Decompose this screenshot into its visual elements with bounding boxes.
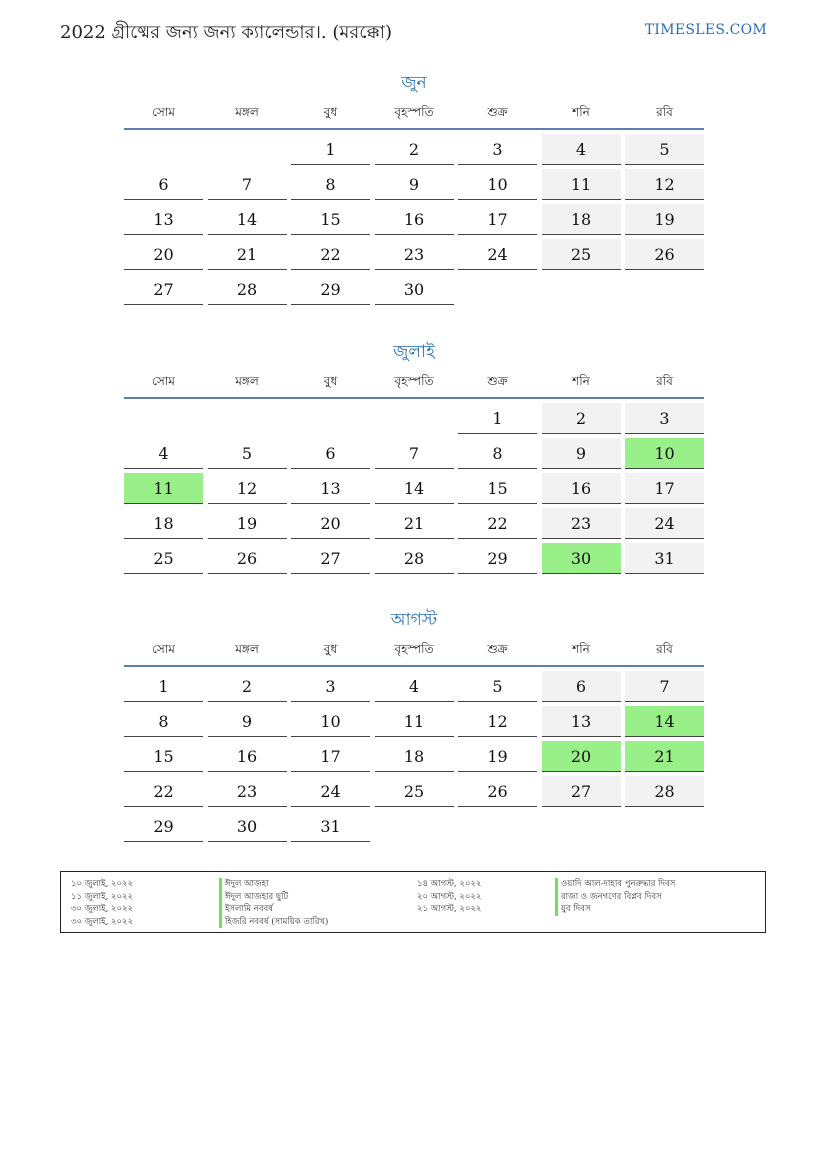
- day-cell: 4: [542, 134, 621, 165]
- day-cell: 25: [124, 543, 203, 574]
- day-cell: 17: [291, 741, 370, 772]
- month-august: [124, 607, 704, 842]
- day-cell: 7: [208, 169, 287, 200]
- weekday-header: [124, 641, 704, 667]
- day-cell: 21: [208, 239, 287, 270]
- day-cell: 12: [625, 169, 704, 200]
- day-cell: 25: [375, 776, 454, 807]
- day-cell: 28: [208, 274, 287, 305]
- weekday-label: শনি: [572, 642, 590, 656]
- day-cell: 17: [458, 204, 537, 235]
- day-cell: 11: [375, 706, 454, 737]
- weekday-label: মঙ্গল: [235, 642, 259, 656]
- day-cell: 29: [291, 274, 370, 305]
- weekday-label: শনি: [572, 374, 590, 388]
- day-cell: 22: [291, 239, 370, 270]
- day-cell: 7: [375, 438, 454, 469]
- day-cell: 12: [458, 706, 537, 737]
- day-cell: 2: [375, 134, 454, 165]
- legend-holiday-name: রাজা ও জনগণের বিপ্লব দিবস: [555, 891, 675, 904]
- day-grid: [124, 134, 704, 305]
- month-title: জুলাই: [393, 342, 435, 362]
- holiday-day-cell: 21: [625, 741, 704, 772]
- day-cell: 3: [625, 403, 704, 434]
- legend-holiday-name: ওয়াদি আল-দাহাব পুনরুদ্ধার দিবস: [555, 878, 675, 891]
- weekday-label: শুক্র: [487, 105, 508, 119]
- weekday-label: মঙ্গল: [235, 105, 259, 119]
- weekday-label: শনি: [572, 105, 590, 119]
- day-cell: 4: [124, 438, 203, 469]
- day-cell: 6: [124, 169, 203, 200]
- day-cell: 23: [375, 239, 454, 270]
- day-cell: 10: [458, 169, 537, 200]
- day-cell: 14: [208, 204, 287, 235]
- day-cell: 25: [542, 239, 621, 270]
- day-cell: 26: [458, 776, 537, 807]
- day-cell: 24: [625, 508, 704, 539]
- weekday-label: রবি: [656, 105, 673, 119]
- day-cell: 28: [375, 543, 454, 574]
- weekday-label: বৃহস্পতি: [394, 374, 434, 388]
- holiday-legend: [60, 871, 766, 933]
- weekday-label: রবি: [656, 642, 673, 656]
- legend-holiday-name: ইসলামি নববর্ষ: [219, 903, 328, 916]
- day-cell: 26: [625, 239, 704, 270]
- day-cell: 6: [542, 671, 621, 702]
- weekday-label: বুধ: [323, 642, 338, 656]
- day-cell: 5: [208, 438, 287, 469]
- day-cell: 24: [291, 776, 370, 807]
- day-cell: 15: [291, 204, 370, 235]
- day-grid: [124, 403, 704, 574]
- weekday-label: সোম: [152, 374, 175, 388]
- empty-cell: [124, 403, 203, 434]
- weekday-label: সোম: [152, 105, 175, 119]
- weekday-label: বৃহস্পতি: [394, 105, 434, 119]
- day-cell: 23: [542, 508, 621, 539]
- day-cell: 19: [458, 741, 537, 772]
- month-title: জুন: [401, 73, 427, 93]
- legend-holiday-name: যুব দিবস: [555, 903, 675, 916]
- day-cell: 1: [124, 671, 203, 702]
- day-cell: 30: [208, 811, 287, 842]
- day-cell: 16: [208, 741, 287, 772]
- day-cell: 9: [208, 706, 287, 737]
- holiday-day-cell: 30: [542, 543, 621, 574]
- day-cell: 16: [542, 473, 621, 504]
- empty-cell: [124, 134, 203, 165]
- day-cell: 19: [208, 508, 287, 539]
- day-cell: 27: [291, 543, 370, 574]
- day-cell: 20: [124, 239, 203, 270]
- day-cell: 2: [208, 671, 287, 702]
- empty-cell: [208, 403, 287, 434]
- day-cell: 21: [375, 508, 454, 539]
- empty-cell: [375, 403, 454, 434]
- day-cell: 23: [208, 776, 287, 807]
- day-cell: 3: [291, 671, 370, 702]
- day-cell: 22: [124, 776, 203, 807]
- weekday-label: সোম: [152, 642, 175, 656]
- weekday-label: রবি: [656, 374, 673, 388]
- day-cell: 24: [458, 239, 537, 270]
- weekday-header: [124, 104, 704, 130]
- day-cell: 13: [291, 473, 370, 504]
- legend-holiday-name: ঈদুল আজহা: [219, 878, 328, 891]
- day-cell: 28: [625, 776, 704, 807]
- day-cell: 30: [375, 274, 454, 305]
- holiday-day-cell: 14: [625, 706, 704, 737]
- empty-cell: [208, 134, 287, 165]
- day-cell: 15: [458, 473, 537, 504]
- legend-holiday-name: ঈদুল আজহার ছুটি: [219, 891, 328, 904]
- day-cell: 27: [542, 776, 621, 807]
- weekday-label: বৃহস্পতি: [394, 642, 434, 656]
- weekday-label: শুক্র: [487, 642, 508, 656]
- day-cell: 11: [542, 169, 621, 200]
- day-cell: 7: [625, 671, 704, 702]
- month-june: [124, 70, 704, 305]
- weekday-label: বুধ: [323, 105, 338, 119]
- day-cell: 29: [124, 811, 203, 842]
- day-cell: 14: [375, 473, 454, 504]
- day-cell: 10: [291, 706, 370, 737]
- day-cell: 5: [458, 671, 537, 702]
- day-cell: 18: [542, 204, 621, 235]
- legend-date: ২১ আগস্ট, ২০২২: [417, 904, 482, 914]
- day-cell: 19: [625, 204, 704, 235]
- day-cell: 31: [291, 811, 370, 842]
- day-cell: 9: [375, 169, 454, 200]
- day-cell: 15: [124, 741, 203, 772]
- day-cell: 16: [375, 204, 454, 235]
- month-title: আগস্ট: [390, 610, 438, 630]
- day-cell: 6: [291, 438, 370, 469]
- legend-dates-left: [71, 878, 133, 928]
- legend-names-right: [555, 878, 675, 916]
- day-cell: 13: [124, 204, 203, 235]
- day-cell: 1: [291, 134, 370, 165]
- legend-date: ১৪ আগস্ট, ২০২২: [417, 879, 482, 889]
- day-cell: 8: [458, 438, 537, 469]
- day-cell: 26: [208, 543, 287, 574]
- day-cell: 20: [291, 508, 370, 539]
- legend-date: ১০ জুলাই, ২০২২: [71, 879, 134, 889]
- day-cell: 18: [124, 508, 203, 539]
- day-grid: [124, 671, 704, 842]
- page-title: 2022 গ্রীষ্মের জন্য জন্য ক্যালেন্ডার।. (মরক্কো): [60, 22, 393, 43]
- day-cell: 18: [375, 741, 454, 772]
- legend-names-left: [219, 878, 328, 928]
- legend-date: ৩০ জুলাই, ২০২২: [71, 904, 134, 914]
- weekday-header: [124, 373, 704, 399]
- holiday-day-cell: 11: [124, 473, 203, 504]
- day-cell: 22: [458, 508, 537, 539]
- legend-date: ১১ জুলাই, ২০২২: [71, 891, 134, 902]
- weekday-label: বুধ: [323, 374, 338, 388]
- weekday-label: মঙ্গল: [235, 374, 259, 388]
- day-cell: 27: [124, 274, 203, 305]
- day-cell: 5: [625, 134, 704, 165]
- day-cell: 1: [458, 403, 537, 434]
- day-cell: 8: [291, 169, 370, 200]
- weekday-label: শুক্র: [487, 374, 508, 388]
- legend-dates-right: [417, 878, 481, 916]
- holiday-day-cell: 10: [625, 438, 704, 469]
- holiday-day-cell: 20: [542, 741, 621, 772]
- month-july: [124, 339, 704, 574]
- day-cell: 4: [375, 671, 454, 702]
- legend-holiday-name: হিজরি নববর্ষ (সাময়িক তারিখ): [219, 916, 328, 929]
- site-link[interactable]: TIMESLES.COM: [644, 22, 767, 38]
- day-cell: 2: [542, 403, 621, 434]
- day-cell: 3: [458, 134, 537, 165]
- day-cell: 13: [542, 706, 621, 737]
- legend-date: ৩০ জুলাই, ২০২২: [71, 916, 134, 927]
- day-cell: 12: [208, 473, 287, 504]
- legend-date: ২০ আগস্ট, ২০২২: [417, 891, 482, 902]
- day-cell: 9: [542, 438, 621, 469]
- day-cell: 29: [458, 543, 537, 574]
- day-cell: 8: [124, 706, 203, 737]
- day-cell: 31: [625, 543, 704, 574]
- day-cell: 17: [625, 473, 704, 504]
- empty-cell: [291, 403, 370, 434]
